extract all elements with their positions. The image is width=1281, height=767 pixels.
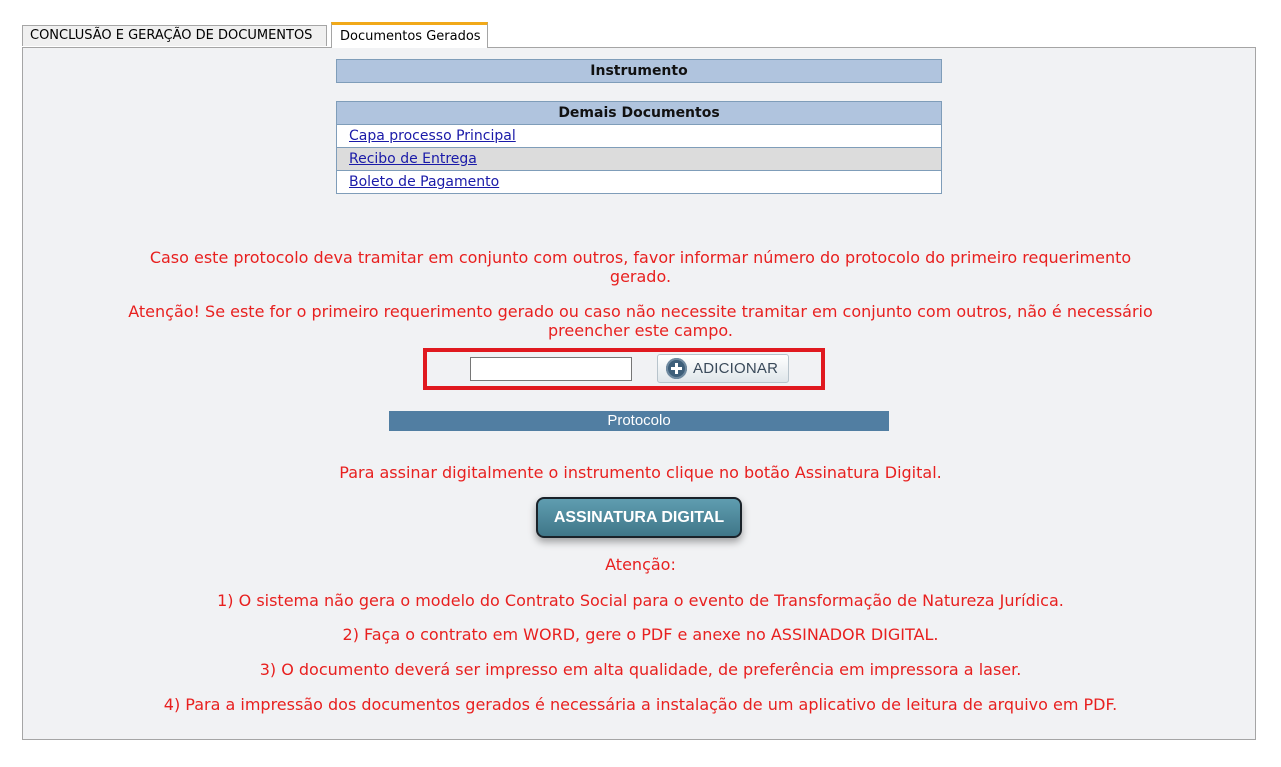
capa-processo-link[interactable]: Capa processo Principal bbox=[349, 128, 516, 144]
attention-item-2: 2) Faça o contrato em WORD, gere o PDF e anexe no ASSINADOR DIGITAL. bbox=[342, 625, 939, 644]
attention-item-4: 4) Para a impressão dos documentos gerados é necessária a instalação de um aplicativo de leitura de arquivo em PDF. bbox=[163, 695, 1118, 714]
notice-line2b: preencher este campo. bbox=[548, 321, 733, 340]
add-button[interactable] bbox=[657, 354, 789, 383]
list-item bbox=[337, 170, 941, 193]
notice-line1: Caso este protocolo deva tramitar em conjunto com outros, favor informar número do protocolo do primeiro requerimento bbox=[149, 248, 1132, 267]
tab-documentos-gerados[interactable]: Documentos Gerados bbox=[331, 22, 488, 48]
notice-line2: Atenção! Se este for o primeiro requerimento gerado ou caso não necessite tramitar em conjunto com outros, não é necessário bbox=[128, 302, 1153, 321]
protocol-number-input[interactable] bbox=[470, 357, 632, 381]
instrumento-box bbox=[336, 59, 942, 83]
list-item bbox=[337, 124, 941, 147]
attention-title: Atenção: bbox=[605, 555, 676, 574]
add-button-label: ADICIONAR bbox=[693, 360, 779, 377]
attention-item-1: 1) O sistema não gera o modelo do Contrato Social para o evento de Transformação de Natureza Jurídica. bbox=[217, 591, 1064, 610]
recibo-entrega-link[interactable]: Recibo de Entrega bbox=[349, 151, 477, 167]
protocol-bar: Protocolo bbox=[389, 411, 889, 431]
attention-item-3: 3) O documento deverá ser impresso em alta qualidade, de preferência em impressora a laser. bbox=[259, 660, 1022, 679]
boleto-pagamento-link[interactable]: Boleto de Pagamento bbox=[349, 174, 500, 190]
tab-conclusao[interactable]: CONCLUSÃO E GERAÇÃO DE DOCUMENTOS bbox=[22, 25, 327, 46]
demais-documentos-header: Demais Documentos bbox=[337, 102, 941, 124]
demais-documentos-box bbox=[336, 101, 942, 194]
instrumento-header: Instrumento bbox=[337, 60, 941, 82]
sign-instruction: Para assinar digitalmente o instrumento clique no botão Assinatura Digital. bbox=[339, 463, 942, 482]
notice-line1b: gerado. bbox=[609, 267, 672, 286]
list-item bbox=[337, 147, 941, 170]
plus-circle-icon bbox=[666, 358, 687, 379]
digital-signature-button[interactable]: ASSINATURA DIGITAL bbox=[536, 497, 742, 538]
